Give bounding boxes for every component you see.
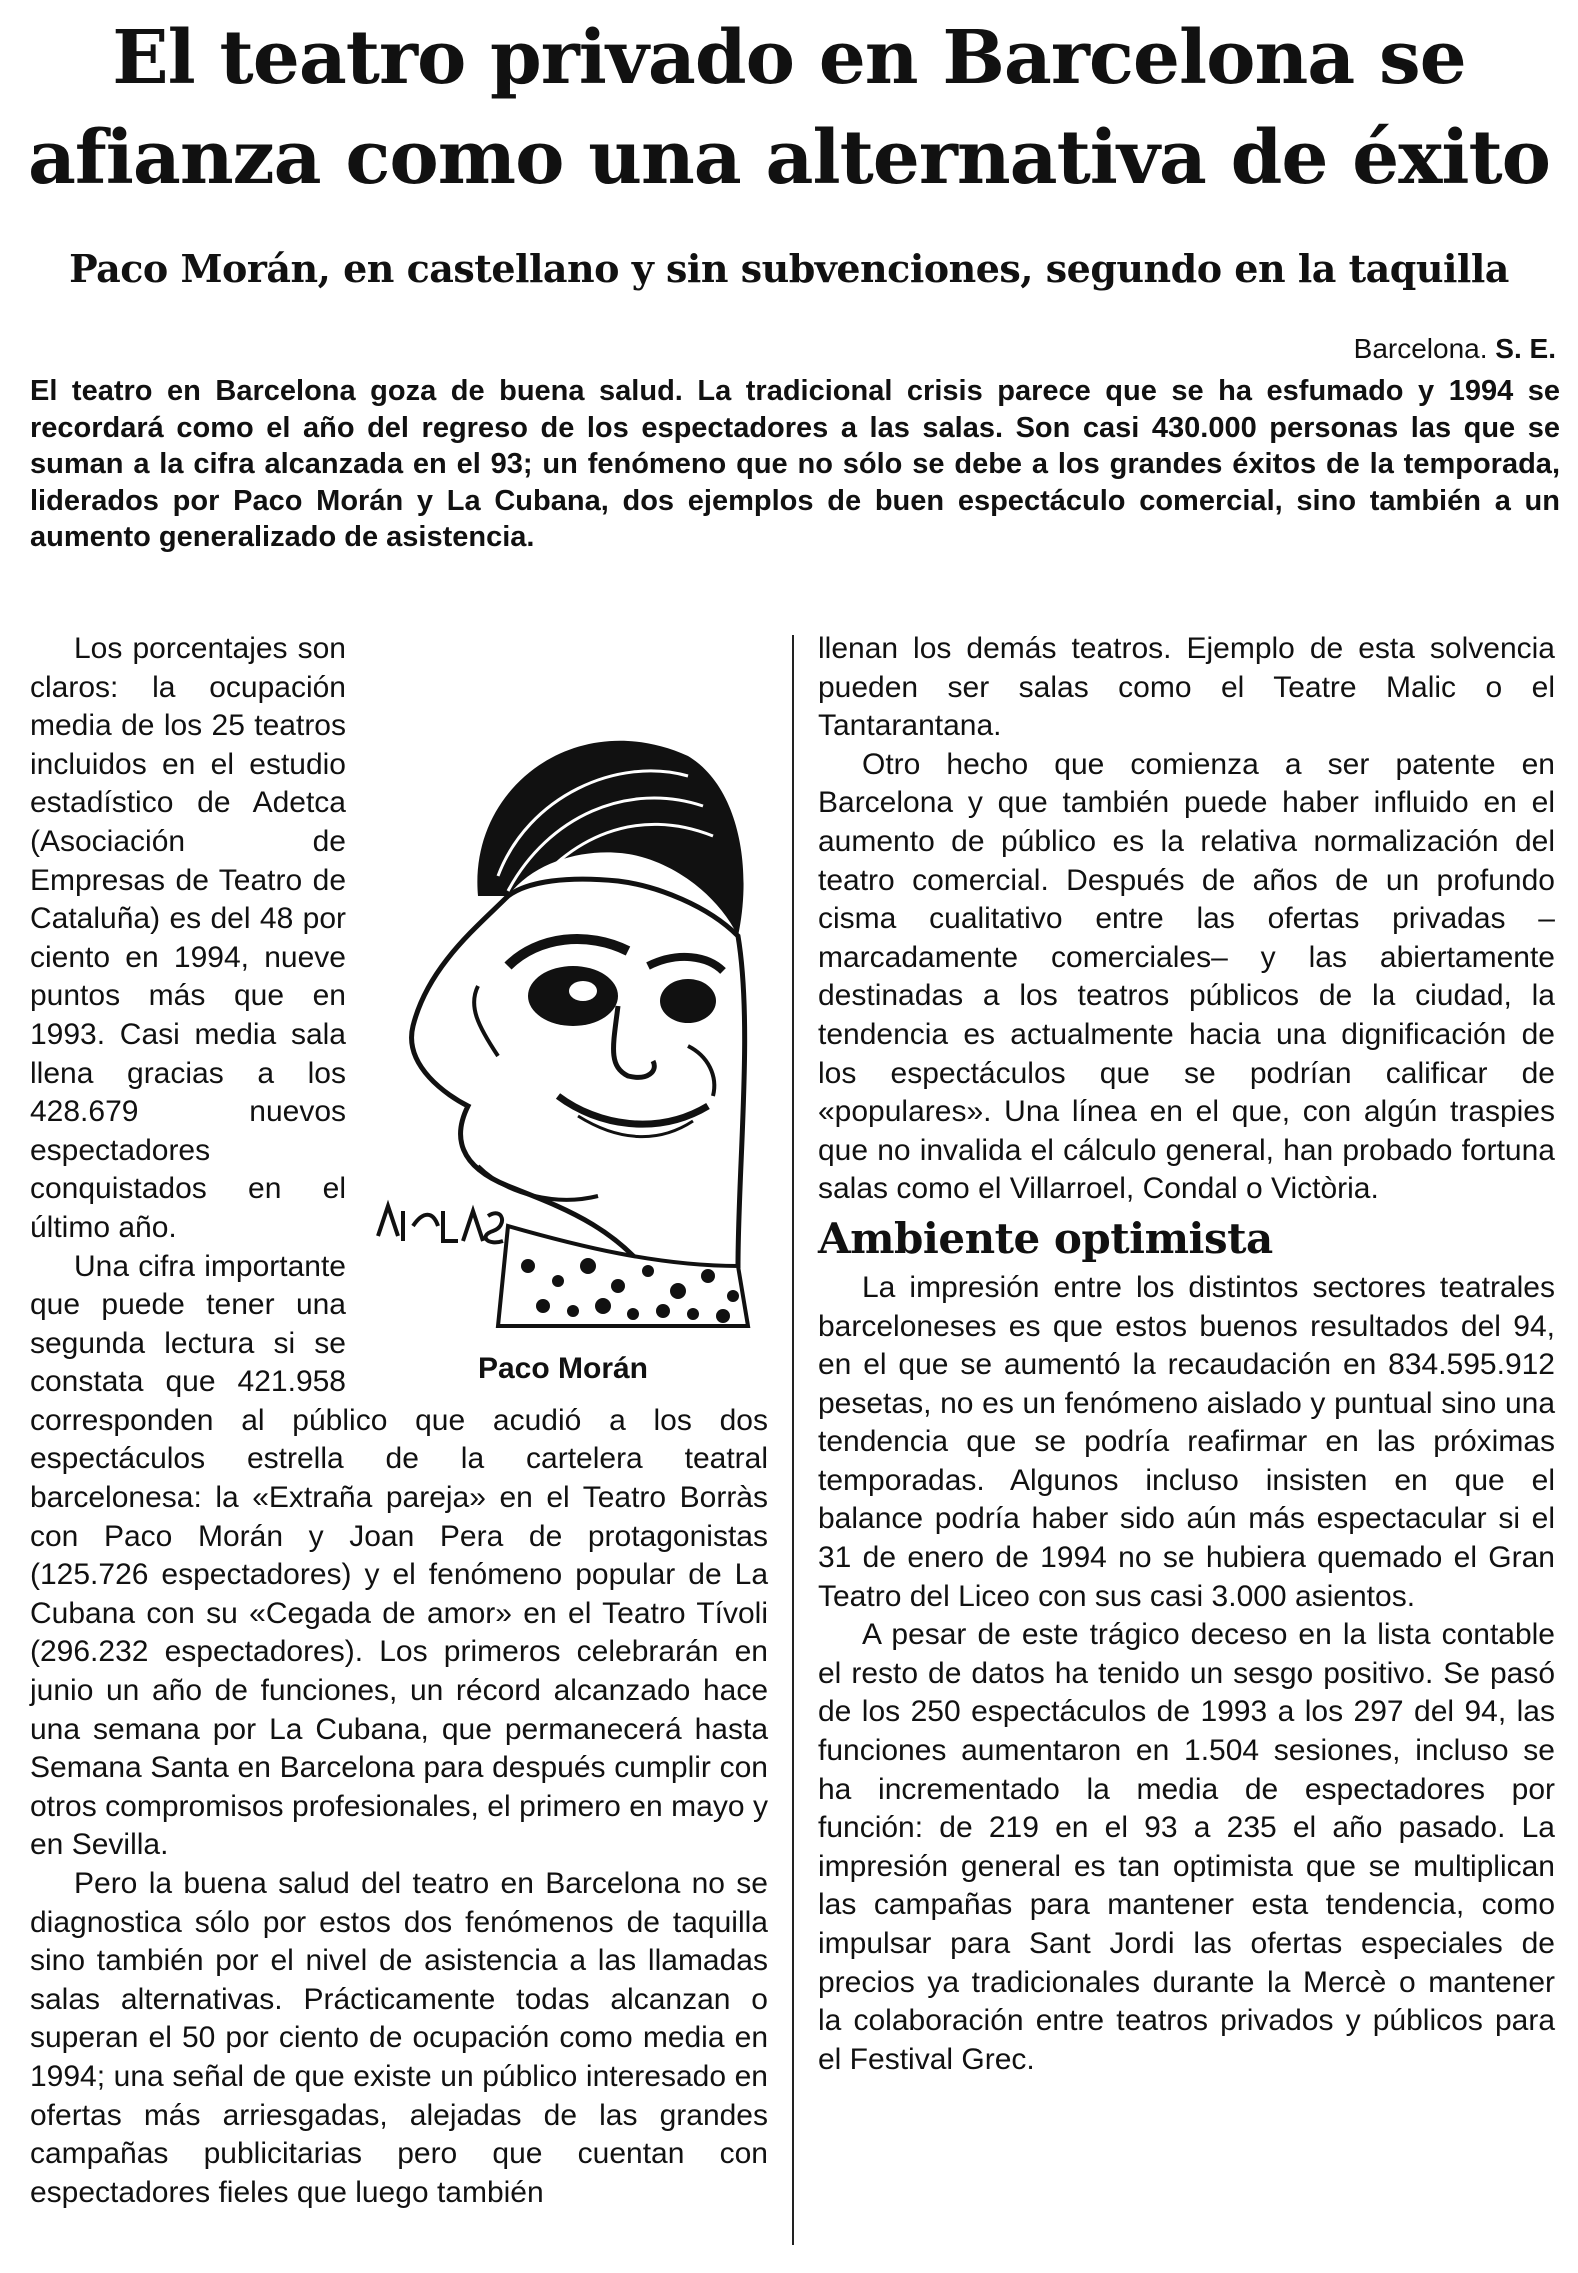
section-heading: Ambiente optimista <box>818 1213 1273 1263</box>
article-subheadline: Paco Morán, en castellano y sin subvenciones, segundo en la taquilla <box>69 246 1509 291</box>
body-paragraph: Pero la buena salud del teatro en Barcelona no se diagnostica sólo por estos dos fenómenos de taquilla sino también por el nivel de asistencia a las llamadas salas alternativas. Prácticamente todas alcanzan o superan el 50 por ciento de ocupación como media en 1994; una señal de que existe un público interesado en ofertas más arriesgadas, alejadas de las grandes campañas publicitarias pero que cuentan con espectadores fieles que luego también <box>30 1867 768 2209</box>
dateline-author: S. E. <box>1495 333 1556 364</box>
column-divider <box>792 635 794 2245</box>
dateline-place: Barcelona. <box>1353 333 1488 364</box>
body-paragraph: A pesar de este trágico deceso en la lista contable el resto de datos ha tenido un sesgo positivo. Se pasó de los 250 espectáculos de 1993 a los 297 del 94, las funciones aumentaron en 1.504 sesiones, incluso se ha incrementado la media de espectadores por función: de 219 en el 93 a 235 el año pasado. La impresión general es tan optimista que se multiplican las campañas para mantener esta tendencia, como impulsar para Sant Jordi las ofertas especiales de precios ya tradicionales durante la Mercè o mantener la colaboración entre teatros privados y públicos para el Festival Grec. <box>818 1618 1555 2076</box>
illustration-caption: Paco Morán <box>477 1352 649 1385</box>
body-paragraph: Una cifra importante que puede tener una segunda lectura si se constata que 421.958 corresponden al público que acudió a los dos espectáculos estrella de la cartelera teatral barcelonesa: la «Extraña pareja» en el Teatro Borràs con Paco Morán y Joan Pera de protagonistas (125.726 espectadores) y el fenómeno popular de La Cubana con su «Cegada de amor» en el Teatro Tívoli (296.232 espectadores). Los primeros celebrarán en junio un año de funciones, un récord alcanzado hace una semana por La Cubana, que permanecerá hasta Semana Santa en Barcelona para después cumplir con otros compromisos profesionales, el primero en mayo y en Sevilla. <box>30 1249 768 1862</box>
caricature-drawing <box>358 666 768 1346</box>
body-paragraph: Otro hecho que comienza a ser patente en Barcelona y que también puede haber influido en el aumento de público es la relativa normalización del teatro comercial. Después de años de un profundo cisma cualitativo entre las ofertas privadas –marcadamente comerciales– y las abiertamente destinadas a los teatros públicos de la ciudad, la tendencia es actualmente hacia una dignificación de los espectáculos que se podrían calificar de «populares». Una línea en el que, con algún traspies que no invalida el cálculo general, han probado fortuna salas como el Villarroel, Condal o Victòria. <box>818 747 1555 1206</box>
body-paragraph: Los porcentajes son claros: la ocupación media de los 25 teatros incluidos en el estudio estadístico de Adetca (Asociación de Empresas de Teatro de Cataluña) es del 48 por ciento en 1994, nueve puntos más que en 1993. Casi media sala llena gracias a los 428.679 nuevos espectadores conquistados en el último año. <box>30 632 346 1244</box>
article-dateline <box>1354 329 1556 369</box>
article-lead: El teatro en Barcelona goza de buena salud. La tradicional crisis parece que se ha esfumado y 1994 se recordará como el año del regreso de los espectadores a las salas. Son casi 430.000 personas las que se suman a la cifra alcanzada en el 93; un fenómeno que no sólo se debe a los grandes éxitos de la temporada, liderados por Paco Morán y La Cubana, dos ejemplos de buen espectáculo comercial, sino también a un aumento generalizado de asistencia. <box>30 375 1560 553</box>
right-column <box>818 630 1555 2079</box>
caricature-illustration <box>358 666 768 1386</box>
left-column <box>30 630 768 2212</box>
body-paragraph: La impresión entre los distintos sectores teatrales barceloneses es que estos buenos resultados del 94, en el que se aumentó la recaudación en 834.595.912 pesetas, no es un fenómeno aislado y puntual sino una tendencia que se podría reafirmar en las próximas temporadas. Algunos incluso insisten en que el balance podría haber sido aún más espectacular si el 31 de enero de 1994 no se hubiera quemado el Gran Teatro del Liceo con sus casi 3.000 asientos. <box>818 1270 1555 1613</box>
body-paragraph: llenan los demás teatros. Ejemplo de esta solvencia pueden ser salas como el Teatre Malic o el Tantarantana. <box>818 632 1555 743</box>
article-headline: El teatro privado en Barcelona se afianza como una alternativa de éxito <box>27 15 1551 201</box>
